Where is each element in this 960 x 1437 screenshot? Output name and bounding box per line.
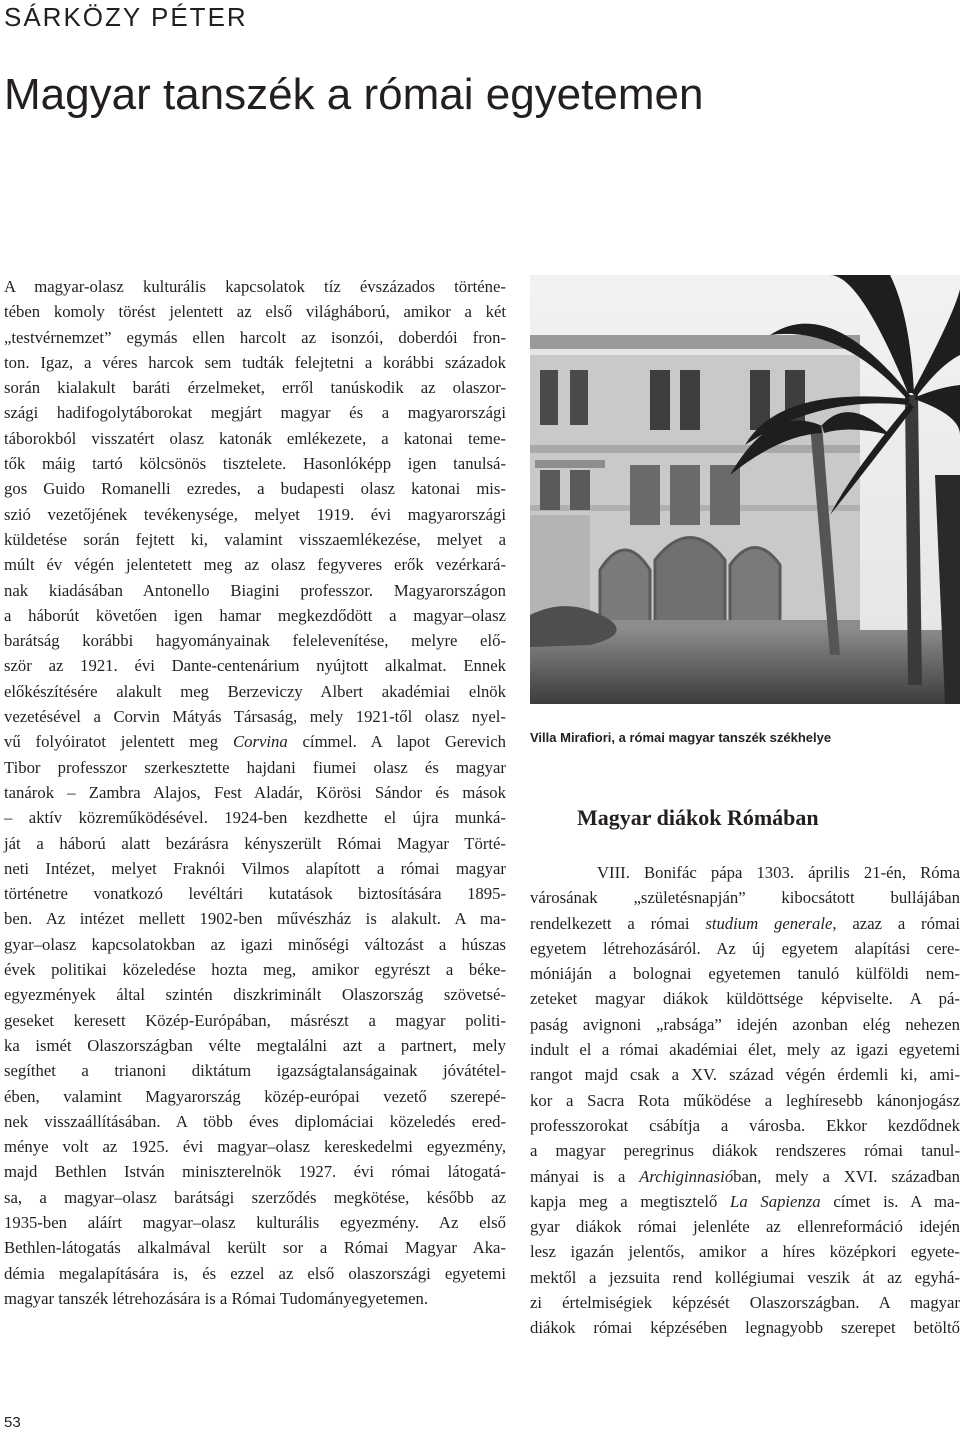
paragraph-line: ében, valamint Magyarország közép-európai vezető szerepé- [4, 1086, 506, 1106]
paragraph-line: „testvérnemzet” egymás ellen harcolt az isonzói, doberdói fron- [4, 327, 506, 347]
paragraph-line: táborokból visszatért olasz katonák emlékezete, a katonai teme- [4, 428, 506, 448]
paragraph-line: démia megalapítására is, és ezzel az első olaszországi egyetemi [4, 1263, 506, 1283]
paragraph-line: nak kiadásában Antonello Biagini professzor. Magyarországon [4, 580, 506, 600]
paragraph-line: gyar diákok római jelenléte az ellenreformáció idején [530, 1217, 960, 1237]
paragraph-line: ját a háború alatt bezárásra kényszerült Római Magyar Törté- [4, 833, 506, 853]
paragraph-line: 1935-ben aláírt magyar–olasz kulturális egyezmény. Az első [4, 1212, 506, 1232]
line-segment: ban, mely a XVI. században [733, 1166, 960, 1186]
paragraph-line [4, 729, 506, 754]
paragraph-line [530, 1189, 960, 1214]
paragraph-line [530, 911, 960, 936]
paragraph-line: történetre vonatkozó levéltári kutatások biztosítására 1895- [4, 884, 506, 904]
paragraph-line: küldetése során fejtett ki, valamint visszaemlékezése, melyet a [4, 529, 506, 549]
paragraph-line: móniáján a bolognai egyetemen tanuló külföldi nem- [530, 964, 960, 984]
italic-title: Corvina [232, 732, 288, 752]
paragraph-line: tők máig tartó kölcsönös tisztelete. Hasonlóképp igen tanulsá- [4, 454, 506, 474]
paragraph-line: diákok római képzésében legnagyobb szerepet betöltő [530, 1318, 960, 1338]
line-segment: rendelkezett a római [530, 913, 706, 933]
line-segment: címmel. A lapot Gerevich [287, 732, 507, 752]
paragraph-line: egyezmények által szintén diszkriminált Olaszország szövetsé- [4, 985, 506, 1005]
paragraph-line: – aktív közreműködésével. 1924-ben kezdhette el újra munká- [4, 808, 506, 828]
paragraph-line: a magyar peregrinus diákok rendszeres római tanul- [530, 1141, 960, 1161]
paragraph-line: tanárok – Zambra Alajos, Fest Aladár, Körösi Sándor és mások [4, 782, 506, 802]
paragraph-line: a háborút követően igen hamar megkezdődött a magyar–olasz [4, 605, 506, 625]
italic-term: studium generale [705, 913, 833, 933]
paragraph-line [530, 1164, 960, 1189]
left-column-text [4, 274, 506, 1311]
paragraph-line: Tibor professzor szerkesztette hajdani fiumei olasz és magyar [4, 757, 506, 777]
paragraph-line: segíthet a trianoni diktátum igazságtalanságainak jóvátétel- [4, 1061, 506, 1081]
line-segment: , azaz a római [832, 913, 960, 933]
paragraph-line: neti Intézet, melyet Fraknói Vilmos alapított a római magyar [4, 858, 506, 878]
line-segment: címet is. A ma- [820, 1191, 960, 1211]
paragraph-line: A magyar-olasz kulturális kapcsolatok tíz évszázados történe- [4, 277, 506, 296]
author-name: SÁRKÖZY PÉTER [4, 2, 248, 32]
paragraph-line: szió vezetőjének tevékenysége, melyet 1919. évi magyarországi [4, 504, 506, 524]
line-segment: vű folyóiratot jelentett meg [4, 732, 233, 752]
line-segment: mányai is a [530, 1166, 640, 1186]
paragraph-line: paság avignoni „rabsága” idején azonban elég nehezen [530, 1014, 960, 1034]
paragraph-line: múlt év végén jelentetett meg az olasz fegyveres erők vezérkará- [4, 555, 506, 575]
paragraph-line: indult el a római akadémiai élet, mely az igazi egyetemi [530, 1040, 960, 1060]
paragraph-line: VIII. Bonifác pápa 1303. április 21-én, Róma [597, 863, 960, 882]
paragraph-line: kor a Sacra Rota működése a leghíresebb kánonjogász [530, 1090, 960, 1110]
paragraph-line: majd Bethlen István miniszterelnök 1927. évi római látogatá- [4, 1162, 506, 1182]
paragraph-line: professzorokat csábítja a városba. Ekkor kezdődnek [530, 1115, 960, 1135]
paragraph-line: tében komoly törést jelentett az első világháború, amikor a két [4, 302, 506, 322]
paragraph-line: sa, a magyar–olasz barátsági szerződés megkötése, később az [4, 1187, 506, 1207]
paragraph-line: városának „születésnapján” kibocsátott bullájában [530, 888, 960, 908]
paragraph-line: gyar–olasz kapcsolatokban az igazi minőségi változást a húszas [4, 934, 506, 954]
paragraph-line: lesz igazán jelentős, amikor a híres középkori egyete- [530, 1242, 960, 1262]
paragraph-line: vezetésével a Corvin Mátyás Társaság, mely 1921-től olasz nyel- [4, 707, 506, 727]
paragraph-line: zi értelmiségiek képzését Olaszországban. A magyar [530, 1293, 960, 1313]
line-segment: kapja meg a megtisztelő [530, 1191, 731, 1211]
article-title: Magyar tanszék a római egyetemen [4, 70, 704, 119]
figure-caption: Villa Mirafiori, a római magyar tanszék székhelye [530, 730, 832, 745]
paragraph-line: geseket keresett Közép-Európában, másrészt a magyar politi- [4, 1010, 506, 1030]
paragraph-line: rangot majd csak a XV. század végén érdemli ki, ami- [530, 1065, 960, 1085]
paragraph-line: egyetem létrehozásáról. Az új egyetem alapítási cere- [530, 938, 960, 958]
paragraph-line: magyar tanszék létrehozására is a Római Tudományegyetemen. [4, 1288, 429, 1308]
section-heading: Magyar diákok Rómában [577, 805, 819, 830]
italic-term: La Sapienza [730, 1191, 821, 1211]
paragraph-line: ben. Az intézet mellett 1902-ben művészház is alakult. A ma- [4, 909, 506, 929]
paragraph-line: ton. Igaz, a véres harcok sem tudták felejtetni a korábbi századok [4, 352, 506, 372]
italic-term: Archiginnasió [639, 1166, 734, 1186]
paragraph-line: zeteket magyar diákok küldöttsége képviselte. A pá- [530, 989, 960, 1009]
paragraph-line: ször az 1921. évi Dante-centenárium nyújtott alkalmat. Ennek [4, 656, 506, 676]
villa-photo [530, 275, 960, 704]
paragraph-line: gos Guido Romanelli ezredes, a budapesti olasz katonai mis- [4, 479, 506, 499]
paragraph-line: nek visszaállításában. A több éves diplomáciai közeledés ered- [4, 1111, 506, 1131]
paragraph-line: mektől a jezsuita rend kollégiumai veszik át az egyhá- [530, 1267, 960, 1287]
right-column-text [530, 860, 960, 1341]
paragraph-line: során kialakult baráti érzelmeket, erről tanúskodik az olaszor- [4, 378, 506, 398]
paragraph-line: előkészítésére alakult meg Berzeviczy Albert akadémiai elnök [4, 681, 506, 701]
paragraph-line: évek politikai közeledése hozta meg, amikor egyrészt a béke- [4, 960, 506, 980]
paragraph-line: ka ismét Olaszországban vélte megtalálni azt a partnert, mely [4, 1035, 506, 1055]
paragraph-line: Bethlen-látogatás alkalmával került sor a Római Magyar Aka- [4, 1238, 506, 1258]
page-number: 53 [4, 1414, 21, 1431]
paragraph-line: ménye volt az 1925. évi magyar–olasz kereskedelmi egyezmény, [4, 1137, 506, 1157]
paragraph-line: szági hadifogolytáborokat megjárt magyar és a magyarországi [4, 403, 506, 423]
paragraph-line: barátság korábbi hagyományainak felelevenítése, melyre elő- [4, 631, 506, 651]
